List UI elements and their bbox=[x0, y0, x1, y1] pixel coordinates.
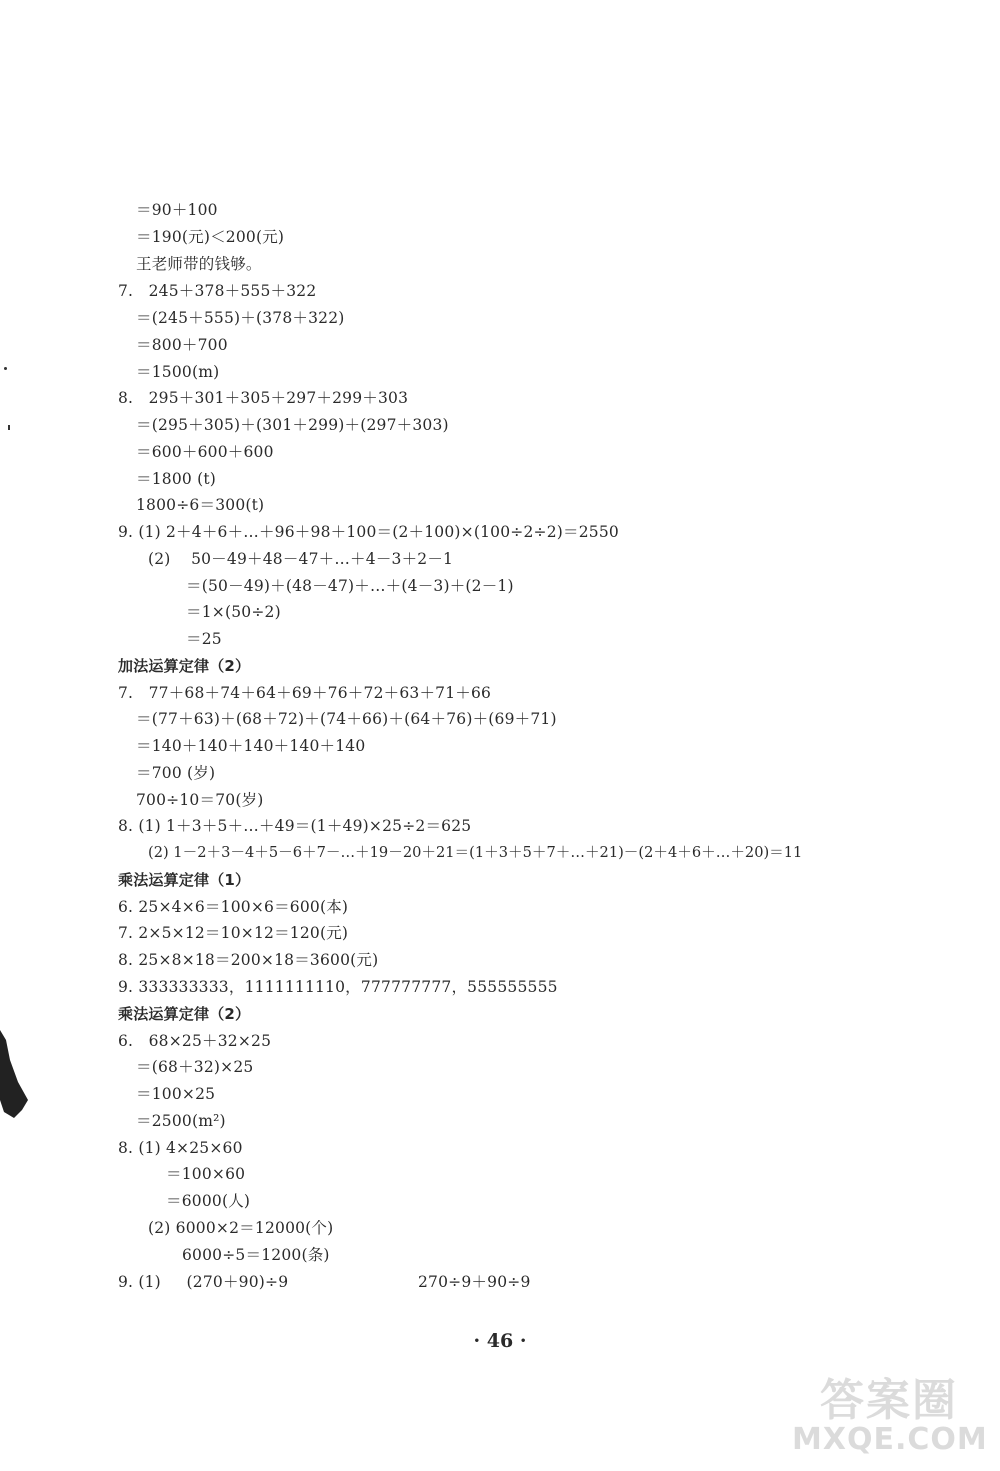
text-line: (2) 6000×2＝12000(个) bbox=[148, 1219, 334, 1237]
text-line: 王老师带的钱够。 bbox=[136, 255, 262, 273]
text-line: (2) 1－2＋3－4＋5－6＋7－…＋19－20＋21＝(1＋3＋5＋7＋…＋21)－(2＋4＋6＋…＋20)＝11 bbox=[148, 844, 803, 861]
page-number: · 46 · bbox=[473, 1330, 527, 1352]
text-line: ＝100×25 bbox=[136, 1085, 216, 1103]
text-line: ＝(295＋305)＋(301＋299)＋(297＋303) bbox=[136, 416, 449, 434]
scan-speck bbox=[4, 367, 7, 370]
section-heading: 乘法运算定律（2） bbox=[118, 1005, 251, 1023]
text-line: ＝2500(m²) bbox=[136, 1112, 226, 1130]
text-line: 9. 333333333，1111111110，777777777，555555555 bbox=[118, 978, 558, 996]
text-line: ＝90＋100 bbox=[136, 201, 218, 219]
text-line: 6. 25×4×6＝100×6＝600(本) bbox=[118, 898, 349, 916]
text-line: ＝(245＋555)＋(378＋322) bbox=[136, 309, 345, 327]
watermark-url-text: MXQE.COM bbox=[792, 1422, 988, 1457]
text-line: 9. (1) 2＋4＋6＋…＋96＋98＋100＝(2＋100)×(100÷2÷2)＝2550 bbox=[118, 523, 619, 541]
text-line: ＝(77＋63)＋(68＋72)＋(74＋66)＋(64＋76)＋(69＋71) bbox=[136, 710, 557, 728]
text-line: 1800÷6＝300(t) bbox=[136, 496, 265, 514]
text-line: ＝6000(人) bbox=[166, 1192, 251, 1210]
text-line: 7. 245＋378＋555＋322 bbox=[118, 282, 317, 300]
text-line: ＝140＋140＋140＋140＋140 bbox=[136, 737, 366, 755]
text-line: ＝190(元)＜200(元) bbox=[136, 228, 285, 246]
text-line: 9. (1) (270＋90)÷9 bbox=[118, 1273, 289, 1291]
text-line: ＝(68＋32)×25 bbox=[136, 1058, 254, 1076]
scan-edge-shadow bbox=[0, 1030, 40, 1120]
text-line: ＝25 bbox=[186, 630, 222, 648]
text-line: 700÷10＝70(岁) bbox=[136, 791, 264, 809]
text-line: ＝1×(50÷2) bbox=[186, 603, 281, 621]
text-line: ＝100×60 bbox=[166, 1165, 246, 1183]
text-line: 6. 68×25＋32×25 bbox=[118, 1032, 272, 1050]
text-line: 7. 77＋68＋74＋64＋69＋76＋72＋63＋71＋66 bbox=[118, 684, 492, 702]
text-line: ＝700 (岁) bbox=[136, 764, 216, 782]
scan-speck bbox=[8, 425, 10, 430]
text-line: 8. 25×8×18＝200×18＝3600(元) bbox=[118, 951, 379, 969]
section-heading: 加法运算定律（2） bbox=[118, 657, 251, 675]
section-heading: 乘法运算定律（1） bbox=[118, 871, 251, 889]
text-line: 270÷9＋90÷9 bbox=[418, 1273, 531, 1291]
watermark-main-text: 答案圈 bbox=[820, 1375, 958, 1426]
text-line: 7. 2×5×12＝10×12＝120(元) bbox=[118, 924, 349, 942]
text-line: 8. 295＋301＋305＋297＋299＋303 bbox=[118, 389, 409, 407]
text-line: ＝(50－49)＋(48－47)＋…＋(4－3)＋(2－1) bbox=[186, 577, 514, 595]
text-line: ＝1800 (t) bbox=[136, 470, 216, 488]
text-line: 8. (1) 1＋3＋5＋…＋49＝(1＋49)×25÷2＝625 bbox=[118, 817, 472, 835]
text-line: 8. (1) 4×25×60 bbox=[118, 1139, 243, 1157]
text-line: ＝1500(m) bbox=[136, 363, 220, 381]
text-line: (2) 50－49＋48－47＋…＋4－3＋2－1 bbox=[148, 550, 454, 568]
text-line: 6000÷5＝1200(条) bbox=[182, 1246, 330, 1264]
text-line: ＝600＋600＋600 bbox=[136, 443, 274, 461]
text-line: ＝800＋700 bbox=[136, 336, 228, 354]
watermark-logo bbox=[780, 1364, 988, 1459]
